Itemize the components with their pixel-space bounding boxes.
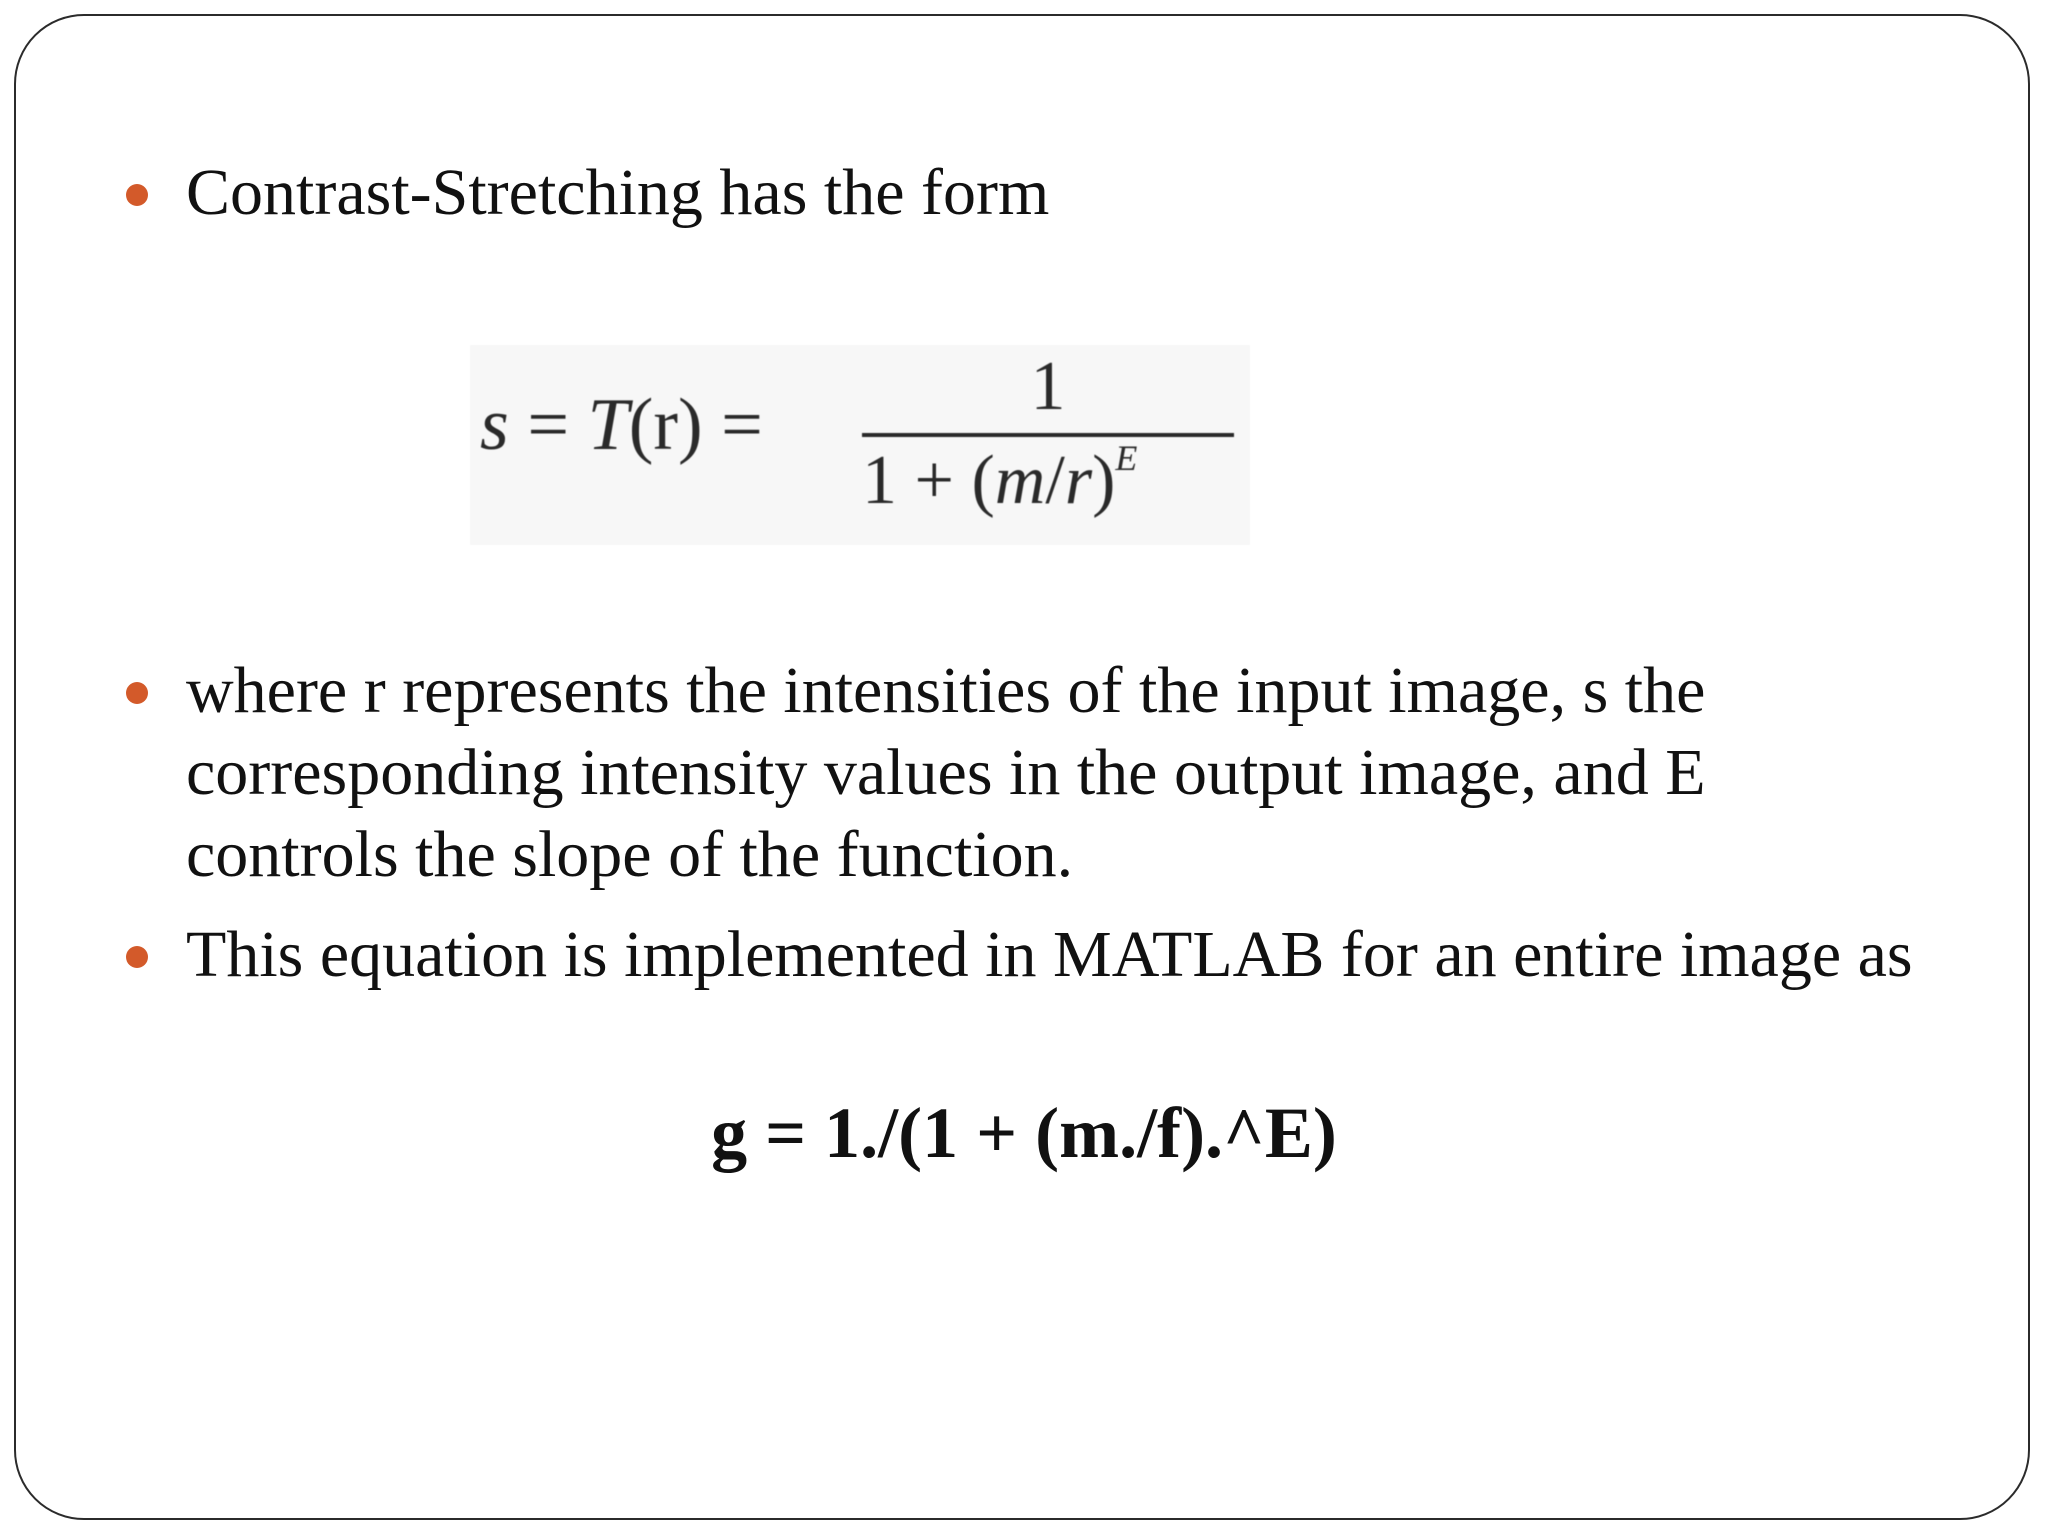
- bullet-item-contrast-stretching: [126, 152, 1049, 234]
- den-r: r: [1064, 442, 1093, 519]
- equation-T: T: [587, 384, 629, 466]
- fraction-bar: [862, 433, 1234, 437]
- den-close: ): [1092, 442, 1116, 519]
- bullet-item-where-r: [126, 650, 1886, 896]
- equation-numerator: 1: [1030, 348, 1066, 425]
- matlab-code-line: g = 1./(1 + (m./f).^E): [711, 1093, 1337, 1173]
- equation-lhs: [480, 383, 763, 468]
- bullet-text: where r represents the intensities of the input image, s the corresponding intensity values in the output image, and E controls the slope of the function.: [186, 654, 1706, 891]
- contrast-stretching-equation: [470, 345, 1250, 545]
- bullet-dot-icon: [126, 946, 148, 968]
- bullet-dot-icon: [126, 682, 148, 704]
- equation-r-arg: (r): [628, 384, 703, 466]
- bullet-text: Contrast-Stretching has the form: [186, 156, 1050, 229]
- bullet-item-matlab: [126, 914, 1986, 996]
- den-exponent: E: [1115, 438, 1138, 478]
- equation-equals-2: =: [721, 384, 763, 466]
- equation-equals-1: =: [527, 384, 570, 466]
- equation-s: s: [480, 384, 509, 466]
- equation-fraction: [862, 345, 1234, 545]
- bullet-text: This equation is implemented in MATLAB for an entire image as: [186, 918, 1913, 991]
- den-slash: /: [1045, 442, 1065, 519]
- den-prefix: 1 + (: [862, 442, 995, 519]
- den-m: m: [994, 442, 1046, 519]
- equation-denominator: [862, 438, 1234, 521]
- bullet-dot-icon: [126, 184, 148, 206]
